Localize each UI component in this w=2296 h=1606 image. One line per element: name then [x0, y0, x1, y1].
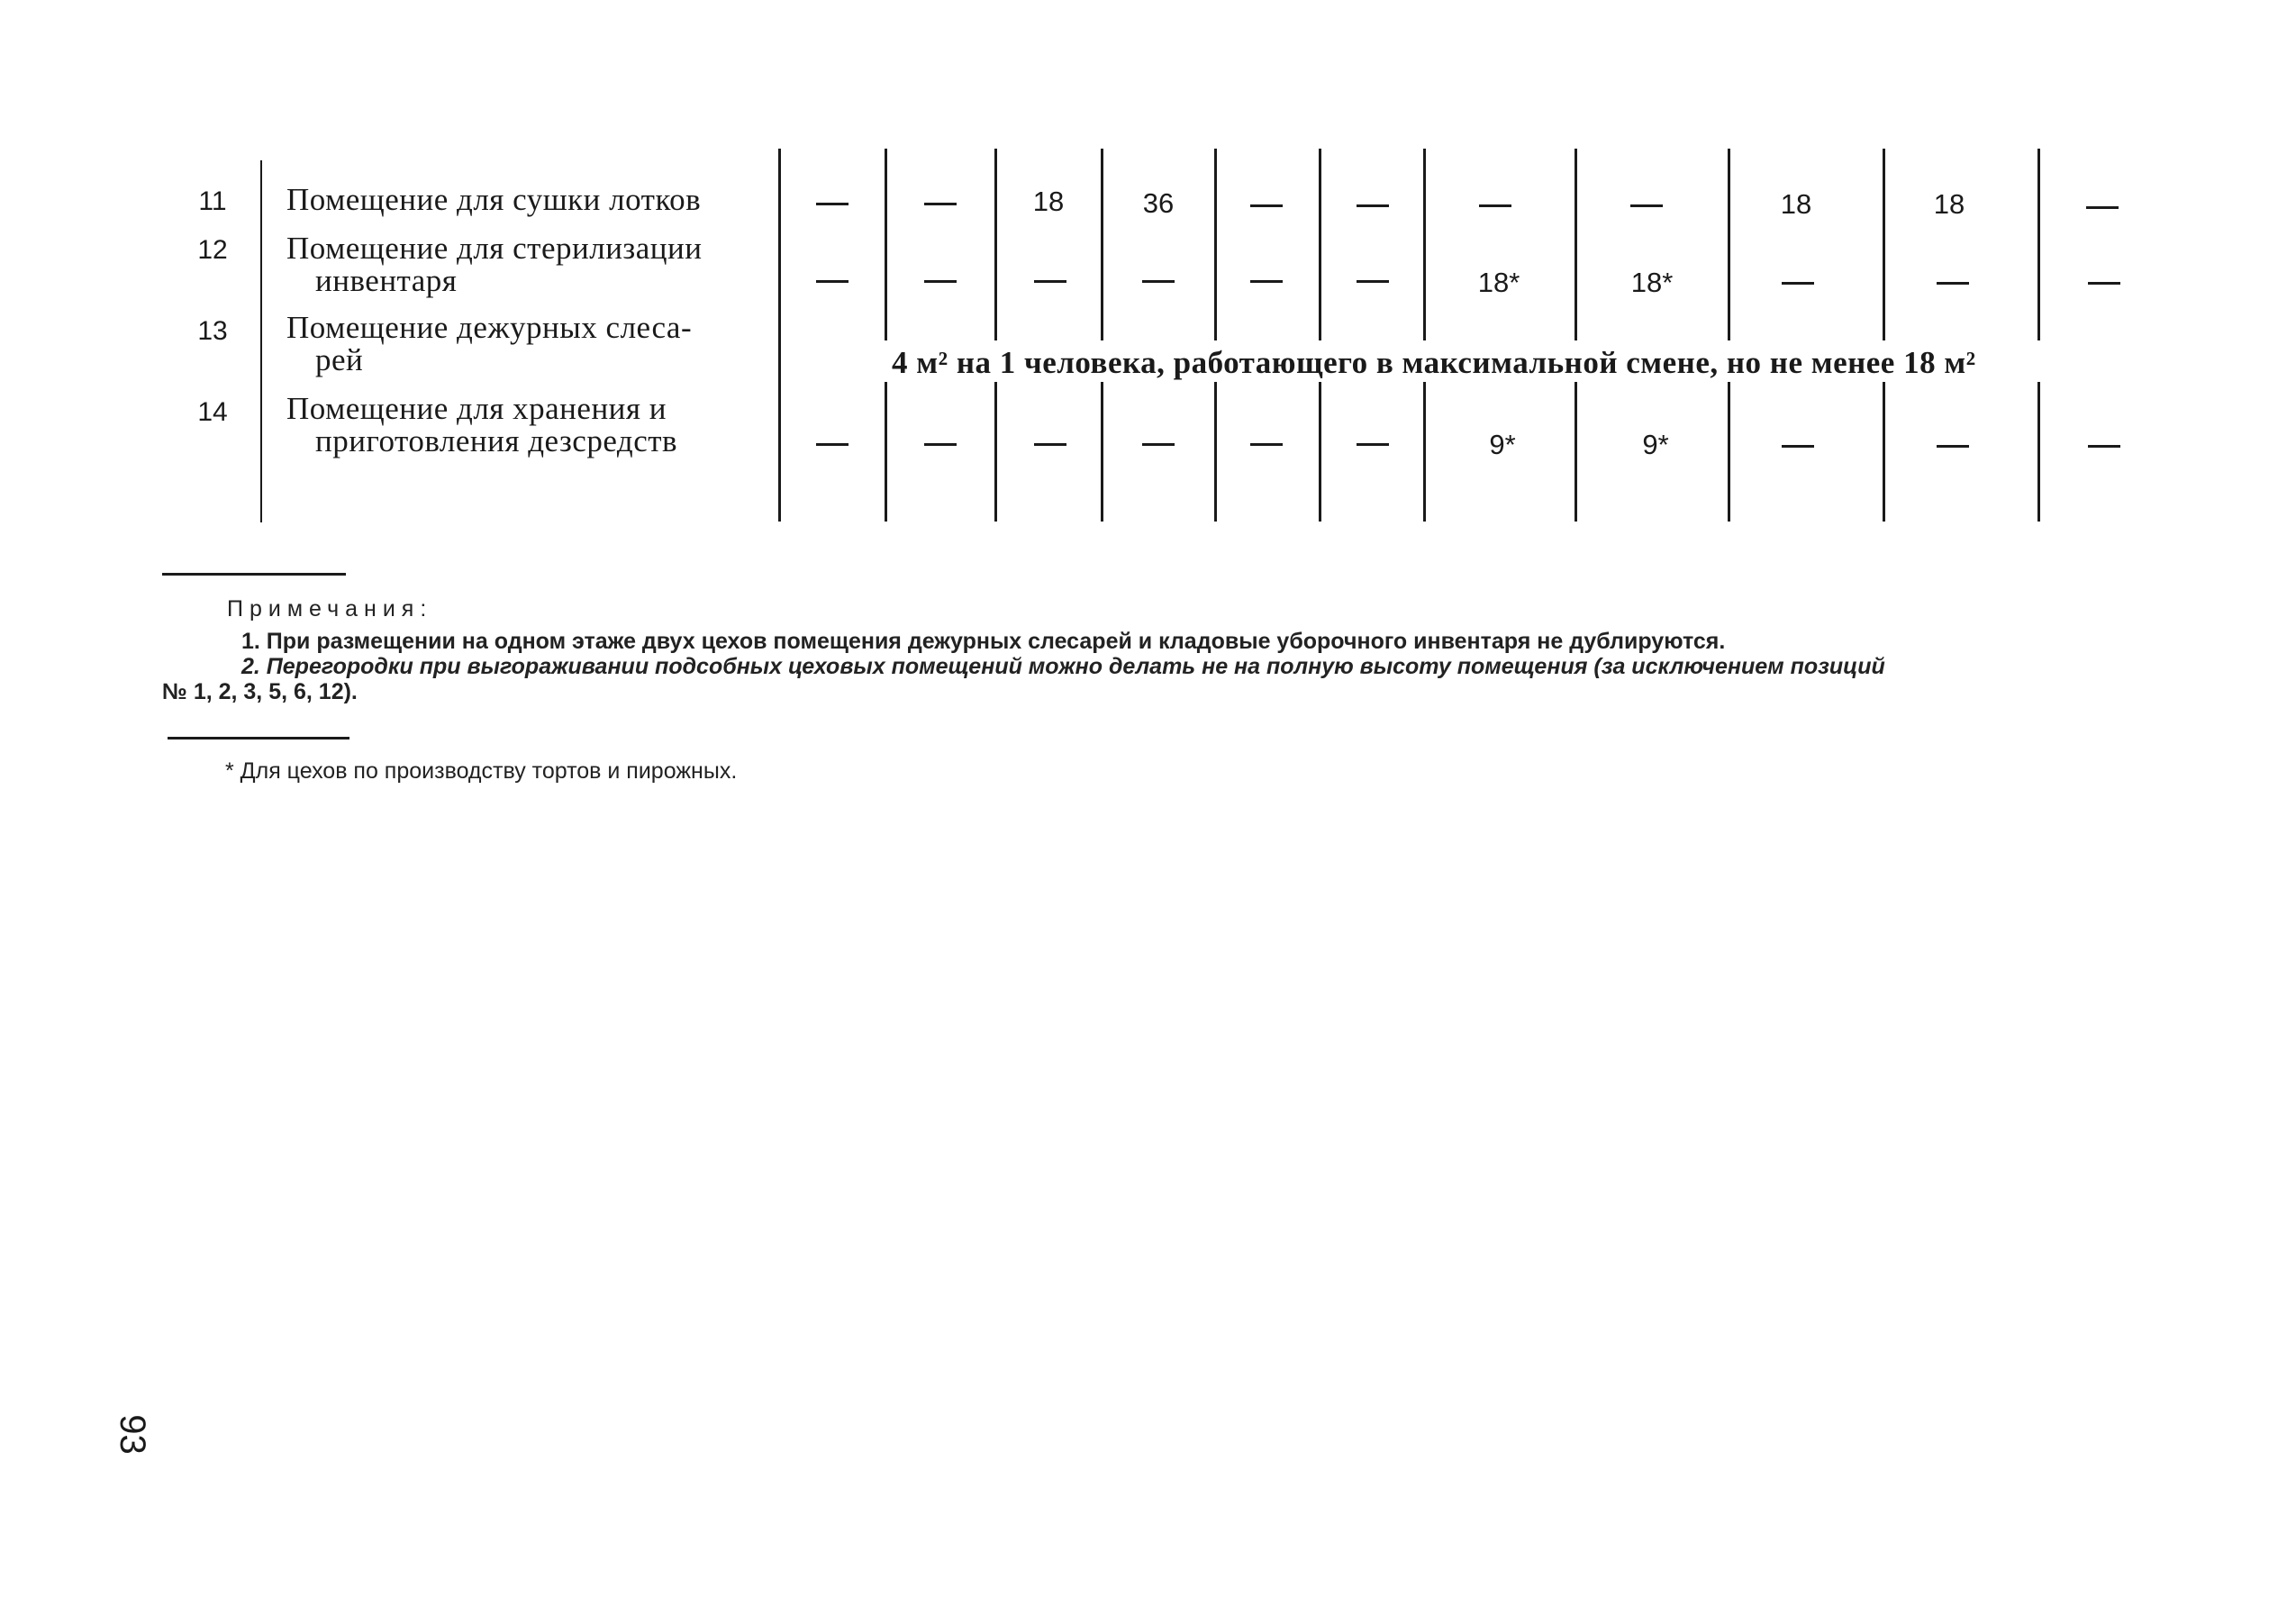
row-number: 11 [198, 186, 227, 216]
cell-dash [924, 443, 957, 446]
cell-dash [1479, 204, 1511, 207]
cell-dash [1250, 280, 1283, 283]
cell-dash [924, 280, 957, 283]
cell-dash [1034, 443, 1066, 446]
row-name-continuation: рей [315, 342, 364, 377]
footnote-separator [168, 737, 349, 739]
cell-dash [1357, 204, 1389, 207]
table-rule [1575, 149, 1577, 522]
table-rule [1319, 149, 1321, 522]
note-item: 1. При размещении на одном этаже двух цехов помещения дежурных слесарей и кладовые уборочного инвентаря не дублируются. [241, 629, 1726, 654]
notes-separator [162, 573, 346, 576]
row-number: 13 [197, 316, 228, 346]
table-cell: 18 [1933, 188, 1965, 220]
table-cell: 18 [1780, 188, 1812, 220]
row-name: Помещение дежурных слеса- [286, 310, 693, 345]
row-number: 14 [197, 397, 228, 427]
cell-dash [1357, 280, 1389, 283]
row-name-continuation: инвентаря [315, 263, 458, 298]
table-rule [2037, 149, 2040, 522]
cell-dash [924, 203, 957, 205]
cell-dash [1250, 204, 1283, 207]
table-rule-left [260, 160, 262, 522]
cell-dash [1357, 443, 1389, 446]
page-number: 93 [112, 1414, 152, 1455]
cell-dash [816, 203, 849, 205]
note-item-continuation: № 1, 2, 3, 5, 6, 12). [162, 679, 358, 704]
row-name-continuation: приготовления дезсредств [315, 423, 678, 458]
cell-dash [1142, 280, 1175, 283]
table-cell: 9* [1489, 429, 1516, 460]
table-rule [885, 149, 887, 522]
cell-dash [1630, 204, 1663, 207]
row-name: Помещение для сушки лотков [286, 182, 702, 217]
footnote: * Для цехов по производству тортов и пирожных. [225, 758, 738, 784]
table-cell: 18* [1477, 267, 1520, 298]
row-number: 12 [197, 235, 228, 265]
cell-dash [1250, 443, 1283, 446]
table-cell: 36 [1142, 187, 1175, 219]
table-rule [1423, 149, 1426, 522]
table-cell: 18 [1032, 186, 1065, 217]
table-cell: 18* [1630, 267, 1674, 298]
row-name: Помещение для стерилизации [286, 231, 703, 266]
cell-dash [2088, 445, 2120, 448]
span-cell: 4 м² на 1 человека, работающего в максимальной смене, но не менее 18 м² [892, 345, 1976, 380]
table-rule [778, 149, 781, 522]
notes-title: Примечания: [227, 596, 433, 622]
cell-dash [1142, 443, 1175, 446]
cell-dash [1034, 280, 1066, 283]
cell-dash [1782, 282, 1814, 285]
cell-dash [1937, 445, 1969, 448]
cell-dash [2088, 282, 2120, 285]
cell-dash [1782, 445, 1814, 448]
note-item: 2. Перегородки при выгораживании подсобных цеховых помещений можно делать не на полную высоту помещения (за исключением позиций [241, 654, 1885, 679]
cell-dash [1937, 282, 1969, 285]
cell-dash [816, 280, 849, 283]
cell-dash [2086, 206, 2119, 209]
table-cell: 9* [1642, 429, 1669, 460]
row-name: Помещение для хранения и [286, 391, 667, 426]
cell-dash [816, 443, 849, 446]
